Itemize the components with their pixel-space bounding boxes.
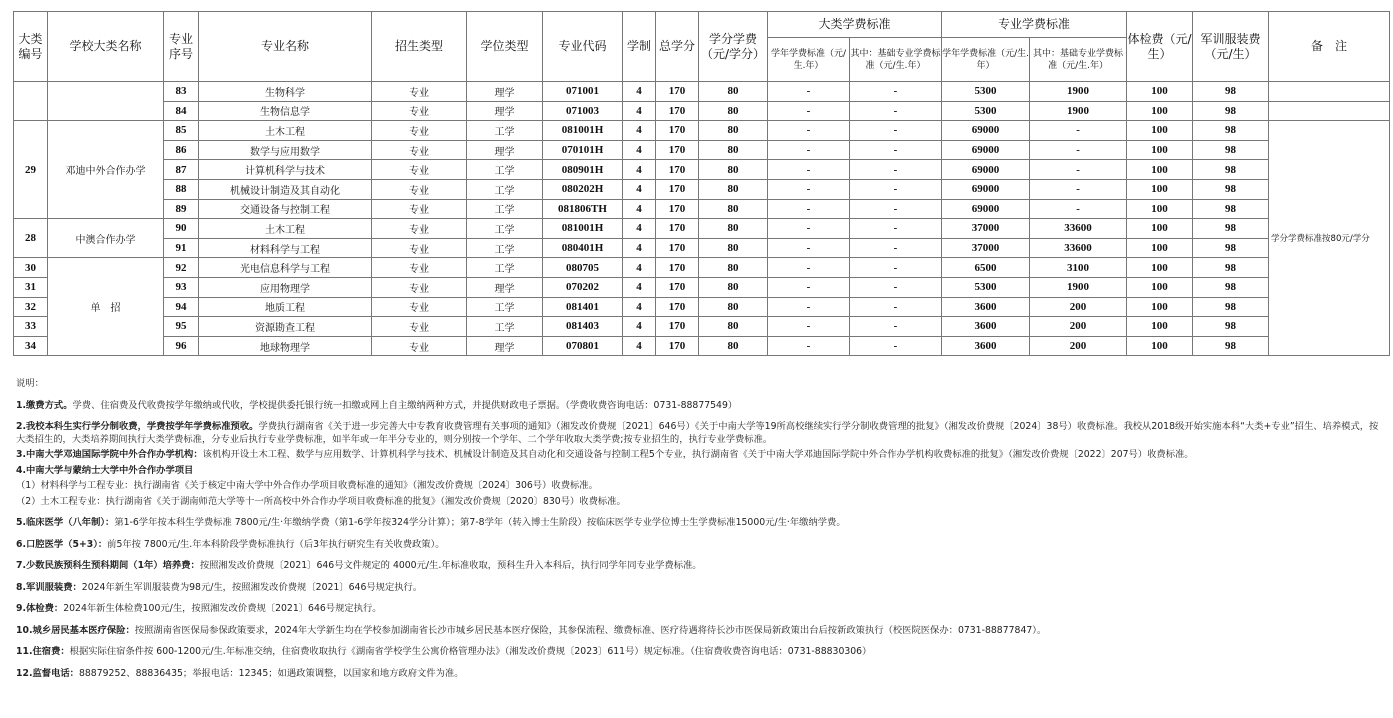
header-major-fee-group: 专业学费标准 (942, 12, 1127, 38)
category-name-cell: 邓迪中外合作办学 (48, 121, 164, 219)
major-base-cell: 1900 (1030, 82, 1127, 102)
major-base-cell: - (1030, 160, 1127, 180)
medical-fee-cell: 100 (1127, 297, 1193, 317)
credits-cell: 170 (656, 199, 699, 219)
major-base-cell: - (1030, 179, 1127, 199)
uniform-fee-cell: 98 (1193, 160, 1269, 180)
category-no-cell: 31 (14, 277, 48, 297)
header-category-fee-base: 其中：基础专业学费标准（元/生.年） (850, 38, 942, 82)
header-major-seq: 专业序号 (164, 12, 199, 82)
category-annual-cell: - (768, 317, 850, 337)
enroll-type-cell: 专业 (372, 297, 467, 317)
duration-cell: 4 (623, 297, 656, 317)
major-code-cell: 080401H (543, 238, 623, 258)
major-code-cell: 080705 (543, 258, 623, 278)
degree-type-cell: 工学 (467, 121, 543, 141)
credits-cell: 170 (656, 219, 699, 239)
category-annual-cell: - (768, 160, 850, 180)
major-base-cell: - (1030, 199, 1127, 219)
major-name-cell: 数学与应用数学 (199, 140, 372, 160)
credit-fee-cell: 80 (699, 140, 768, 160)
category-annual-cell: - (768, 336, 850, 356)
major-base-cell: 200 (1030, 317, 1127, 337)
notes-section (16, 378, 1381, 680)
credit-fee-cell: 80 (699, 238, 768, 258)
major-annual-cell: 69000 (942, 121, 1030, 141)
medical-fee-cell: 100 (1127, 317, 1193, 337)
uniform-fee-cell: 98 (1193, 101, 1269, 121)
note-item-10: 10.城乡居民基本医疗保险：按照湖南省医保局参保政策要求，2024年大学新生均在学校参加湖南省长沙市城乡居民基本医疗保险，其参保流程、缴费标准、医疗待遇将待长沙市医保局新政策出台后按新政策执行（校医院医保办：0731-88877847）。 (16, 624, 1047, 636)
major-seq-cell: 93 (164, 277, 199, 297)
fee-table (13, 11, 1390, 356)
enroll-type-cell: 专业 (372, 82, 467, 102)
major-base-cell: 3100 (1030, 258, 1127, 278)
table-row (14, 140, 1390, 160)
credits-cell: 170 (656, 297, 699, 317)
category-base-cell: - (850, 121, 942, 141)
table-row (14, 199, 1390, 219)
credits-cell: 170 (656, 140, 699, 160)
credit-fee-cell: 80 (699, 317, 768, 337)
category-annual-cell: - (768, 101, 850, 121)
major-name-cell: 材料科学与工程 (199, 238, 372, 258)
degree-type-cell: 工学 (467, 179, 543, 199)
category-name-cell: 中澳合作办学 (48, 219, 164, 258)
uniform-fee-cell: 98 (1193, 199, 1269, 219)
uniform-fee-cell: 98 (1193, 219, 1269, 239)
note-item-12: 12.监督电话：88879252、88836435；举报电话：12345；如遇政策调整，以国家和地方政府文件为准。 (16, 667, 464, 679)
category-annual-cell: - (768, 140, 850, 160)
degree-type-cell: 工学 (467, 160, 543, 180)
major-code-cell: 070101H (543, 140, 623, 160)
major-annual-cell: 6500 (942, 258, 1030, 278)
major-annual-cell: 69000 (942, 140, 1030, 160)
major-name-cell: 机械设计制造及其自动化 (199, 179, 372, 199)
major-code-cell: 080901H (543, 160, 623, 180)
table-row (14, 277, 1390, 297)
header-major-code: 专业代码 (543, 12, 623, 82)
enroll-type-cell: 专业 (372, 199, 467, 219)
major-seq-cell: 85 (164, 121, 199, 141)
header-medical-fee: 体检费（元/生） (1127, 12, 1193, 82)
note-item-9: 9.体检费：2024年新生体检费100元/生，按照湘发改价费规〔2021〕646号规定执行。 (16, 603, 382, 614)
note-item-6: 6.口腔医学（5+3）：前5年按 7800元/生.年本科阶段学费标准执行（后3年执行研究生有关收费政策）。 (16, 538, 445, 550)
major-annual-cell: 69000 (942, 160, 1030, 180)
header-category-no: 大类编号 (14, 12, 48, 82)
category-annual-cell: - (768, 179, 850, 199)
remarks-cell (1269, 101, 1390, 121)
major-base-cell: 200 (1030, 336, 1127, 356)
medical-fee-cell: 100 (1127, 179, 1193, 199)
category-annual-cell: - (768, 297, 850, 317)
category-base-cell: - (850, 317, 942, 337)
category-annual-cell: - (768, 277, 850, 297)
table-row (14, 179, 1390, 199)
degree-type-cell: 理学 (467, 336, 543, 356)
header-uniform-fee: 军训服装费（元/生） (1193, 12, 1269, 82)
major-name-cell: 光电信息科学与工程 (199, 258, 372, 278)
credits-cell: 170 (656, 238, 699, 258)
major-annual-cell: 3600 (942, 336, 1030, 356)
note-item-3: 3.中南大学邓迪国际学院中外合作办学机构：该机构开设土木工程、数学与应用数学、计算机科学与技术、机械设计制造及其自动化和交通设备与控制工程5个专业，执行湖南省《关于中南大学邓迪国际学院中外合作办学机构收费标准的批复》（湘发改价费规〔2022〕207号）收费标准。 (16, 449, 1194, 460)
table-row (14, 219, 1390, 239)
uniform-fee-cell: 98 (1193, 238, 1269, 258)
category-base-cell: - (850, 199, 942, 219)
note-item-5: 5.临床医学（八年制）：第1-6学年按本科生学费标准 7800元/生·年缴纳学费（第1-6学年按324学分计算）；第7-8学年（转入博士生阶段）按临床医学专业学位博士生学费标准15000元/生·年缴纳学费。 (16, 517, 846, 528)
remarks-cell: 学分学费标准按80元/学分 (1269, 121, 1390, 356)
note-item-4-1: （1）材料科学与工程专业：执行湖南省《关于核定中南大学中外合作办学项目收费标准的通知》（湘发改价费规〔2024〕306号）收费标准。 (16, 480, 598, 491)
major-name-cell: 土木工程 (199, 121, 372, 141)
major-annual-cell: 5300 (942, 82, 1030, 102)
major-seq-cell: 86 (164, 140, 199, 160)
enroll-type-cell: 专业 (372, 101, 467, 121)
major-annual-cell: 3600 (942, 317, 1030, 337)
credit-fee-cell: 80 (699, 219, 768, 239)
enroll-type-cell: 专业 (372, 160, 467, 180)
table-row (14, 297, 1390, 317)
category-base-cell: - (850, 179, 942, 199)
duration-cell: 4 (623, 336, 656, 356)
major-base-cell: - (1030, 121, 1127, 141)
credits-cell: 170 (656, 179, 699, 199)
degree-type-cell: 理学 (467, 82, 543, 102)
duration-cell: 4 (623, 160, 656, 180)
category-no-cell (14, 82, 48, 121)
degree-type-cell: 工学 (467, 199, 543, 219)
duration-cell: 4 (623, 317, 656, 337)
credit-fee-cell: 80 (699, 82, 768, 102)
header-major-name: 专业名称 (199, 12, 372, 82)
category-base-cell: - (850, 238, 942, 258)
medical-fee-cell: 100 (1127, 336, 1193, 356)
credits-cell: 170 (656, 336, 699, 356)
uniform-fee-cell: 98 (1193, 121, 1269, 141)
category-annual-cell: - (768, 82, 850, 102)
major-seq-cell: 91 (164, 238, 199, 258)
degree-type-cell: 工学 (467, 317, 543, 337)
credit-fee-cell: 80 (699, 336, 768, 356)
duration-cell: 4 (623, 179, 656, 199)
category-base-cell: - (850, 140, 942, 160)
medical-fee-cell: 100 (1127, 82, 1193, 102)
uniform-fee-cell: 98 (1193, 297, 1269, 317)
header-major-fee-annual: 学年学费标准（元/生.年） (942, 38, 1030, 82)
enroll-type-cell: 专业 (372, 140, 467, 160)
major-code-cell: 081806TH (543, 199, 623, 219)
duration-cell: 4 (623, 258, 656, 278)
table-row (14, 101, 1390, 121)
major-seq-cell: 94 (164, 297, 199, 317)
major-code-cell: 081403 (543, 317, 623, 337)
category-no-cell: 34 (14, 336, 48, 356)
uniform-fee-cell: 98 (1193, 179, 1269, 199)
category-annual-cell: - (768, 219, 850, 239)
category-name-cell: 单 招 (48, 258, 164, 356)
note-item-4-2: （2）土木工程专业：执行湖南省《关于湖南师范大学等十一所高校中外合作办学项目收费标准的批复》（湘发改价费规〔2020〕830号）收费标准。 (16, 495, 626, 507)
major-name-cell: 生物信息学 (199, 101, 372, 121)
credit-fee-cell: 80 (699, 121, 768, 141)
major-seq-cell: 84 (164, 101, 199, 121)
duration-cell: 4 (623, 199, 656, 219)
note-item-1: 1.缴费方式。学费、住宿费及代收费按学年缴纳或代收，学校提供委托银行统一扣缴或网上自主缴纳两种方式，并提供财政电子票据。（学费收费咨询电话：0731-88877549） (16, 399, 738, 411)
credit-fee-cell: 80 (699, 277, 768, 297)
medical-fee-cell: 100 (1127, 121, 1193, 141)
medical-fee-cell: 100 (1127, 258, 1193, 278)
major-seq-cell: 88 (164, 179, 199, 199)
enroll-type-cell: 专业 (372, 179, 467, 199)
major-annual-cell: 37000 (942, 238, 1030, 258)
medical-fee-cell: 100 (1127, 199, 1193, 219)
category-base-cell: - (850, 219, 942, 239)
major-name-cell: 计算机科学与技术 (199, 160, 372, 180)
major-seq-cell: 89 (164, 199, 199, 219)
category-annual-cell: - (768, 199, 850, 219)
remarks-cell (1269, 82, 1390, 102)
table-row (14, 82, 1390, 102)
major-seq-cell: 92 (164, 258, 199, 278)
major-code-cell: 071003 (543, 101, 623, 121)
category-base-cell: - (850, 258, 942, 278)
category-annual-cell: - (768, 121, 850, 141)
category-base-cell: - (850, 336, 942, 356)
major-name-cell: 地球物理学 (199, 336, 372, 356)
category-no-cell: 32 (14, 297, 48, 317)
category-annual-cell: - (768, 238, 850, 258)
note-item-2: 2.我校本科生实行学分制收费，学费按学年学费标准预收。学费执行湖南省《关于进一步完善大中专教育收费管理有关事项的通知》（湘发改价费规〔2021〕646号）《关于中南大学等19所高校继续实行学分制收费管理的批复》（湘发改价费规〔2024〕38号）收费标准。我校从2018级开始实施本科“大类+专业”招生、培养模式，按大类招生的，大类培养期间执行大类学费标准，分专业后执行专业学费标准，如半年或一年半分专业的，则分别按一个学年、二个学年收取大类学费;按专业招生的，执行专业学费标准。 (16, 421, 1379, 445)
major-annual-cell: 69000 (942, 199, 1030, 219)
major-name-cell: 地质工程 (199, 297, 372, 317)
degree-type-cell: 理学 (467, 140, 543, 160)
major-annual-cell: 69000 (942, 179, 1030, 199)
major-annual-cell: 3600 (942, 297, 1030, 317)
credit-fee-cell: 80 (699, 199, 768, 219)
degree-type-cell: 理学 (467, 101, 543, 121)
medical-fee-cell: 100 (1127, 140, 1193, 160)
credit-fee-cell: 80 (699, 179, 768, 199)
major-annual-cell: 37000 (942, 219, 1030, 239)
major-base-cell: - (1030, 140, 1127, 160)
category-no-cell: 28 (14, 219, 48, 258)
credit-fee-cell: 80 (699, 160, 768, 180)
category-no-cell: 29 (14, 121, 48, 219)
note-item-8: 8.军训服装费：2024年新生军训服装费为98元/生，按照湘发改价费规〔2021〕646号规定执行。 (16, 581, 423, 593)
major-code-cell: 080202H (543, 179, 623, 199)
credits-cell: 170 (656, 121, 699, 141)
header-credit-fee: 学分学费（元/学分） (699, 12, 768, 82)
credits-cell: 170 (656, 82, 699, 102)
degree-type-cell: 工学 (467, 258, 543, 278)
major-code-cell: 081001H (543, 219, 623, 239)
enroll-type-cell: 专业 (372, 277, 467, 297)
major-base-cell: 33600 (1030, 219, 1127, 239)
header-major-fee-base: 其中：基础专业学费标准（元/生.年） (1030, 38, 1127, 82)
enroll-type-cell: 专业 (372, 219, 467, 239)
major-code-cell: 071001 (543, 82, 623, 102)
category-base-cell: - (850, 101, 942, 121)
table-row (14, 258, 1390, 278)
major-name-cell: 土木工程 (199, 219, 372, 239)
duration-cell: 4 (623, 140, 656, 160)
category-name-cell (48, 82, 164, 121)
major-annual-cell: 5300 (942, 277, 1030, 297)
credits-cell: 170 (656, 317, 699, 337)
credits-cell: 170 (656, 277, 699, 297)
medical-fee-cell: 100 (1127, 277, 1193, 297)
major-base-cell: 33600 (1030, 238, 1127, 258)
duration-cell: 4 (623, 121, 656, 141)
duration-cell: 4 (623, 277, 656, 297)
credits-cell: 170 (656, 160, 699, 180)
major-base-cell: 200 (1030, 297, 1127, 317)
header-category-fee-group: 大类学费标准 (768, 12, 942, 38)
header-enroll-type: 招生类型 (372, 12, 467, 82)
major-code-cell: 081001H (543, 121, 623, 141)
header-category-fee-annual: 学年学费标准（元/生.年） (768, 38, 850, 82)
major-code-cell: 070202 (543, 277, 623, 297)
table-row (14, 336, 1390, 356)
note-item-4: 4.中南大学与蒙纳士大学中外合作办学项目 (16, 464, 194, 476)
header-degree-type: 学位类型 (467, 12, 543, 82)
major-name-cell: 生物科学 (199, 82, 372, 102)
uniform-fee-cell: 98 (1193, 140, 1269, 160)
major-name-cell: 交通设备与控制工程 (199, 199, 372, 219)
credit-fee-cell: 80 (699, 101, 768, 121)
category-base-cell: - (850, 82, 942, 102)
header-remarks: 备 注 (1269, 12, 1390, 82)
category-no-cell: 30 (14, 258, 48, 278)
major-seq-cell: 90 (164, 219, 199, 239)
major-code-cell: 081401 (543, 297, 623, 317)
major-seq-cell: 87 (164, 160, 199, 180)
degree-type-cell: 工学 (467, 219, 543, 239)
major-annual-cell: 5300 (942, 101, 1030, 121)
category-base-cell: - (850, 277, 942, 297)
header-duration: 学制 (623, 12, 656, 82)
header-category-name: 学校大类名称 (48, 12, 164, 82)
major-seq-cell: 83 (164, 82, 199, 102)
category-base-cell: - (850, 160, 942, 180)
degree-type-cell: 理学 (467, 277, 543, 297)
major-base-cell: 1900 (1030, 277, 1127, 297)
note-item-11: 11.住宿费：根据实际住宿条件按 600-1200元/生.年标准交纳，住宿费收取执行《湖南省学校学生公寓价格管理办法》（湘发改价费规〔2023〕611号）规定标准。（住宿费收费咨询电话：0731-88830306） (16, 646, 872, 657)
duration-cell: 4 (623, 238, 656, 258)
uniform-fee-cell: 98 (1193, 82, 1269, 102)
enroll-type-cell: 专业 (372, 238, 467, 258)
note-item-7: 7.少数民族预科生预科期间（1年）培养费：按照湘发改价费规〔2021〕646号文件规定的 4000元/生.年标准收取，预科生升入本科后，执行同学年同专业学费标准。 (16, 560, 702, 571)
medical-fee-cell: 100 (1127, 238, 1193, 258)
enroll-type-cell: 专业 (372, 336, 467, 356)
major-seq-cell: 95 (164, 317, 199, 337)
medical-fee-cell: 100 (1127, 101, 1193, 121)
credit-fee-cell: 80 (699, 297, 768, 317)
category-no-cell: 33 (14, 317, 48, 337)
credit-fee-cell: 80 (699, 258, 768, 278)
degree-type-cell: 工学 (467, 297, 543, 317)
table-row (14, 238, 1390, 258)
medical-fee-cell: 100 (1127, 219, 1193, 239)
credits-cell: 170 (656, 258, 699, 278)
table-row (14, 121, 1390, 141)
enroll-type-cell: 专业 (372, 258, 467, 278)
major-base-cell: 1900 (1030, 101, 1127, 121)
table-row (14, 160, 1390, 180)
major-name-cell: 应用物理学 (199, 277, 372, 297)
credits-cell: 170 (656, 101, 699, 121)
major-code-cell: 070801 (543, 336, 623, 356)
degree-type-cell: 工学 (467, 238, 543, 258)
major-name-cell: 资源勘查工程 (199, 317, 372, 337)
category-base-cell: - (850, 297, 942, 317)
header-total-credits: 总学分 (656, 12, 699, 82)
uniform-fee-cell: 98 (1193, 317, 1269, 337)
major-seq-cell: 96 (164, 336, 199, 356)
medical-fee-cell: 100 (1127, 160, 1193, 180)
duration-cell: 4 (623, 101, 656, 121)
enroll-type-cell: 专业 (372, 317, 467, 337)
notes-title: 说明： (16, 378, 44, 389)
duration-cell: 4 (623, 82, 656, 102)
uniform-fee-cell: 98 (1193, 336, 1269, 356)
table-row (14, 317, 1390, 337)
duration-cell: 4 (623, 219, 656, 239)
category-annual-cell: - (768, 258, 850, 278)
uniform-fee-cell: 98 (1193, 277, 1269, 297)
enroll-type-cell: 专业 (372, 121, 467, 141)
uniform-fee-cell: 98 (1193, 258, 1269, 278)
